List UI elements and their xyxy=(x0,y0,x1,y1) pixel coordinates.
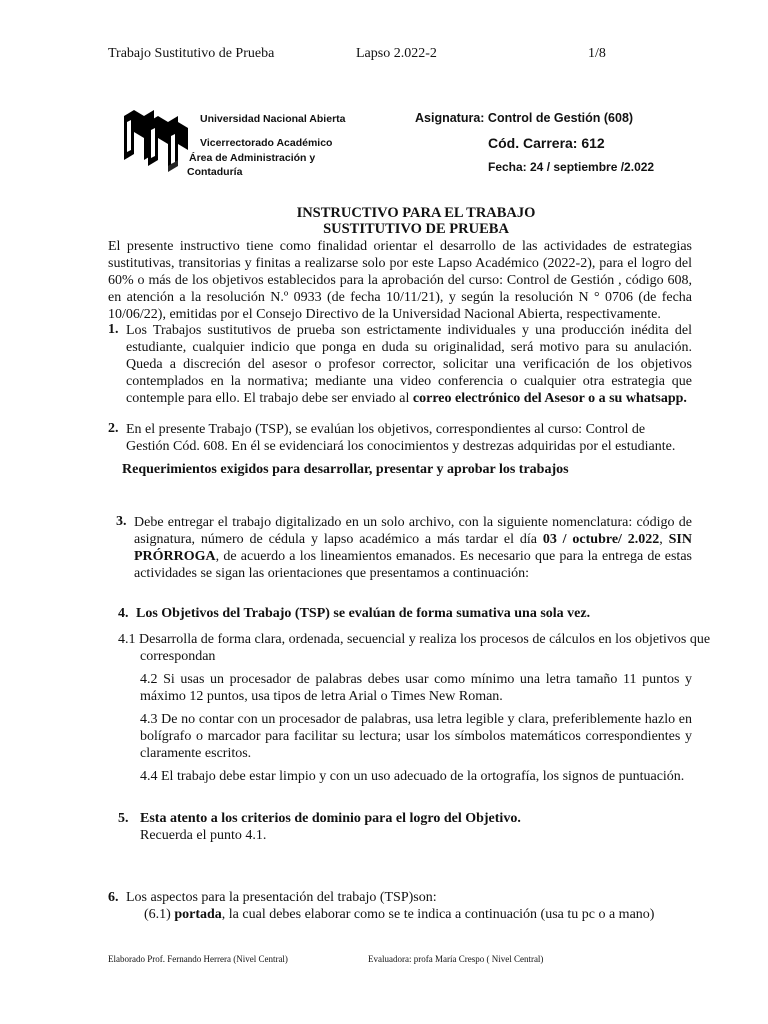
item-3-number: 3. xyxy=(116,514,127,529)
course-date: Fecha: 24 / septiembre /2.022 xyxy=(488,160,655,174)
item-5-text: Esta atento a los criterios de dominio para el logro del Objetivo. xyxy=(140,811,521,826)
item-5-number: 5. xyxy=(118,811,129,826)
item-1-bold: correo electrónico del Asesor o a su whatsapp. xyxy=(412,391,687,406)
item-1 xyxy=(108,322,692,407)
area-line-1: Área de Administración y xyxy=(189,152,316,164)
item-2-number: 2. xyxy=(108,421,119,436)
course-career-code: Cód. Carrera: 612 xyxy=(488,135,605,151)
item-4-2: 4.2 Si usas un procesador de palabras debes usar como mínimo una letra tamaño 11 puntos y máximo 12 puntos, usa tipos de letra Arial o Times New Roman. xyxy=(140,672,692,704)
item-4 xyxy=(118,606,692,622)
item-6-number: 6. xyxy=(108,890,119,905)
item-6 xyxy=(108,889,692,923)
document-title-line-2: SUSTITUTIVO DE PRUEBA xyxy=(323,221,509,237)
item-4-4: 4.4 El trabajo debe estar limpio y con un uso adecuado de la ortografía, los signos de puntuación. xyxy=(140,769,685,784)
intro-paragraph: El presente instructivo tiene como finalidad orientar el desarrollo de las actividades de estrategias sustitutivas, transitorias y finitas a realizarse solo por este Lapso Académico (2022-2), para el logro del 60% o más de los objetivos establecidos para la aprobación del curso: Control de Gestión , código 608, en atención a la resolución N.º 0933 (de fecha 10/11/21), y según la resolución N ° 0706 (de fecha 10/06/22), emitidas por el Consejo Directivo de la Universidad Nacional Abierta, respectivamente. xyxy=(108,239,692,322)
item-4-text: Los Objetivos del Trabajo (TSP) se evalúan de forma sumativa una sola vez. xyxy=(136,606,591,621)
item-5 xyxy=(118,810,692,844)
item-4-number: 4. xyxy=(118,606,129,621)
footer-author: Elaborado Prof. Fernando Herrera (Nivel Central) xyxy=(108,954,288,964)
item-1-number: 1. xyxy=(108,322,119,337)
item-4-1: 4.1 Desarrolla de forma clara, ordenada, secuencial y realiza los procesos de cálculos en los objetivos que correspondan xyxy=(118,632,711,664)
header-left: Trabajo Sustitutivo de Prueba xyxy=(108,46,275,61)
header-page-number: 1/8 xyxy=(588,46,606,61)
university-name: Universidad Nacional Abierta xyxy=(200,113,346,125)
item-6-1: (6.1) portada, la cual debes elaborar como se te indica a continuación (usa tu pc o a mano) xyxy=(144,907,655,922)
item-3-text: Debe entregar el trabajo digitalizado en un solo archivo, con la siguiente nomenclatura: código de asignatura, número de cédula y lapso académico a más tardar el día 03 / octubre/ 2.022, SIN PRÓRROGA, de acuerdo a los lineamientos emanados. Es necesario que para la entrega de estas actividades se sigan las orientaciones que presentamos a continuación: xyxy=(134,515,692,581)
course-subject: Asignatura: Control de Gestión (608) xyxy=(415,111,634,125)
item-1-text: Los Trabajos sustitutivos de prueba son estrictamente individuales y una producción inédita del estudiante, cualquier indicio que ponga en duda su originalidad, será motivo para su anulación. Queda a discreción del asesor o profesor corrector, solicitar una verificación de los objetivos contemplados en la normativa; mediante una video conferencia o cualquier otra estrategia que contemple para ello. El trabajo debe ser enviado al correo electrónico del Asesor o a su whatsapp. xyxy=(126,323,692,406)
document-title-line-1: INSTRUCTIVO PARA EL TRABAJO xyxy=(296,205,536,221)
header-center: Lapso 2.022-2 xyxy=(356,46,437,61)
item-6-text: Los aspectos para la presentación del trabajo (TSP)son: xyxy=(126,890,437,905)
area-line-2: Contaduría xyxy=(187,166,243,178)
una-logo xyxy=(124,108,188,176)
item-3 xyxy=(116,514,692,582)
item-2 xyxy=(108,421,692,455)
item-5-sub: Recuerda el punto 4.1. xyxy=(140,828,267,843)
item-4-3: 4.3 De no contar con un procesador de palabras, usa letra legible y clara, preferiblemente hazlo en bolígrafo o marcador para facilitar su lectura; usar los símbolos matemáticos correspondientes y claramente escritos. xyxy=(140,712,692,761)
vice-rectorate: Vicerrectorado Académico xyxy=(200,137,333,149)
requirements-heading: Requerimientos exigidos para desarrollar, presentar y aprobar los trabajos xyxy=(122,462,569,477)
item-2-text: En el presente Trabajo (TSP), se evalúan los objetivos, correspondientes al curso: Control de Gestión Cód. 608. En él se evidenciará los conocimientos y destrezas adquiridas por el estudiante. xyxy=(126,422,676,454)
footer-evaluator: Evaluadora: profa María Crespo ( Nivel Central) xyxy=(368,954,544,964)
